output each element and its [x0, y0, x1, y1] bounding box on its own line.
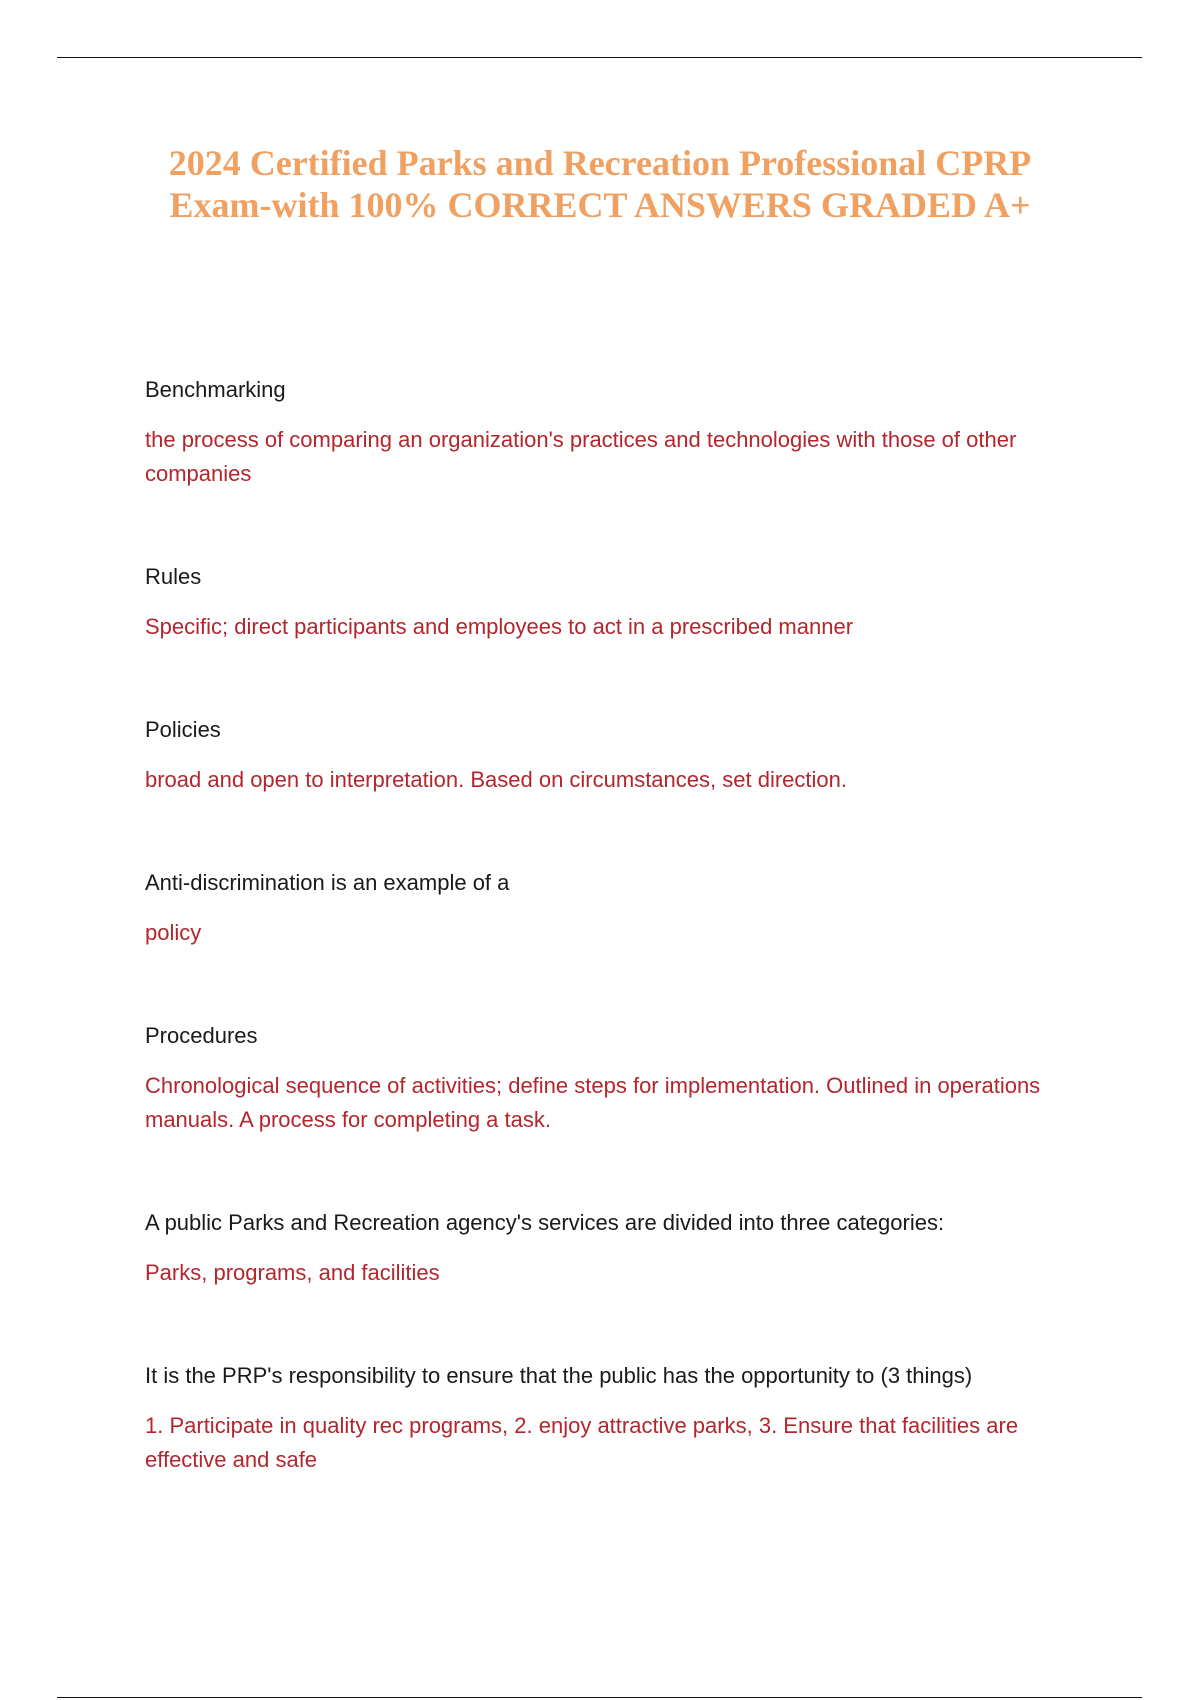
flashcard: [145, 1358, 1045, 1477]
flashcard-definition: 1. Participate in quality rec programs, 2. enjoy attractive parks, 3. Ensure that facilities are effective and safe: [145, 1413, 1019, 1472]
flashcard-definition: Parks, programs, and facilities: [145, 1260, 440, 1285]
flashcard-definition: broad and open to interpretation. Based on circumstances, set direction.: [145, 767, 847, 792]
flashcard-term: Policies: [145, 717, 221, 742]
flashcard-term: Anti-discrimination is an example of a: [145, 870, 510, 895]
flashcard-definition: Specific; direct participants and employees to act in a prescribed manner: [145, 614, 854, 639]
flashcard: [145, 559, 1045, 644]
flashcard-term: Rules: [145, 564, 202, 589]
flashcard: [145, 712, 1045, 797]
top-rule: [57, 57, 1142, 58]
flashcard-term: Benchmarking: [145, 377, 286, 402]
flashcard-list: [145, 372, 1045, 1477]
flashcard-definition: policy: [145, 920, 202, 945]
document-title: 2024 Certified Parks and Recreation Professional CPRP Exam-with 100% CORRECT ANSWERS GRADED A+: [168, 143, 1032, 225]
flashcard-term: Procedures: [145, 1023, 258, 1048]
flashcard: [145, 1205, 1045, 1290]
flashcard-definition: the process of comparing an organization's practices and technologies with those of other companies: [145, 427, 1017, 486]
bottom-rule: [57, 1697, 1142, 1698]
flashcard-term: A public Parks and Recreation agency's services are divided into three categories:: [145, 1210, 945, 1235]
flashcard: [145, 1018, 1045, 1137]
flashcard: [145, 865, 1045, 950]
flashcard-definition: Chronological sequence of activities; define steps for implementation. Outlined in operations manuals. A process for completing a task.: [145, 1073, 1041, 1132]
flashcard-term: It is the PRP's responsibility to ensure that the public has the opportunity to (3 things): [145, 1363, 973, 1388]
flashcard: [145, 372, 1045, 491]
